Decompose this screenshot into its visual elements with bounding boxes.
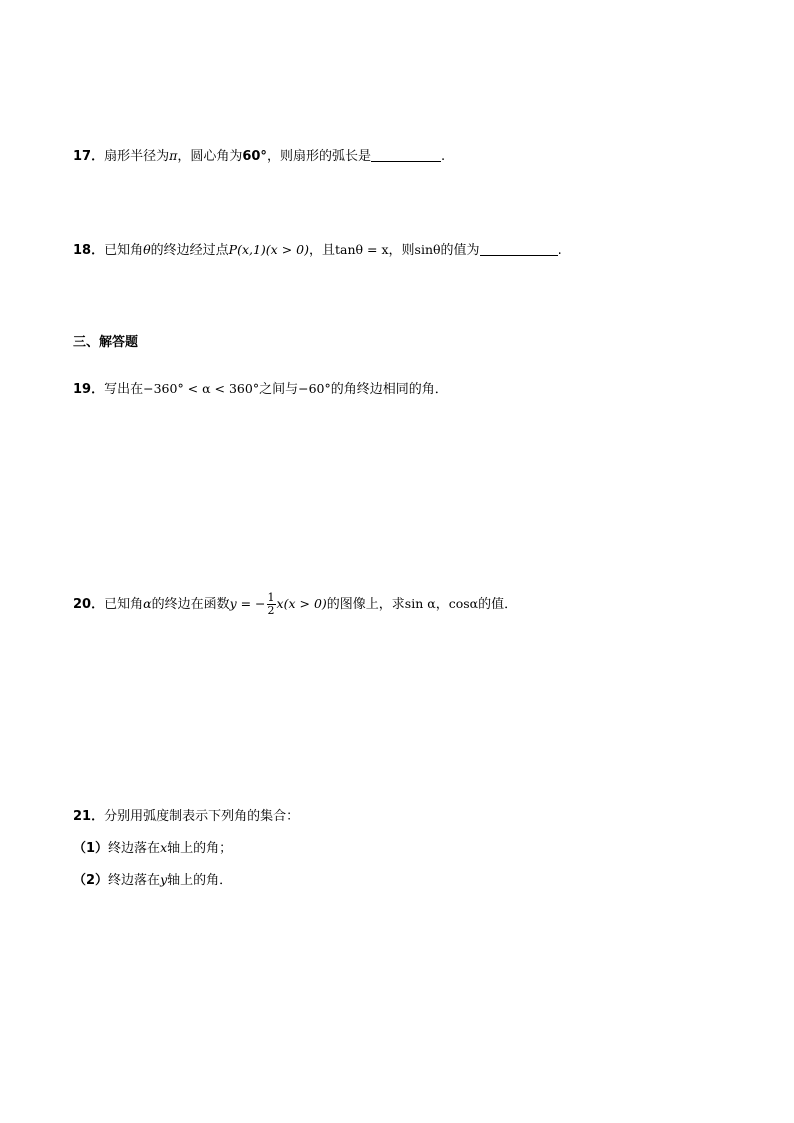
math-tan: tanθ = x	[335, 242, 389, 257]
question-end: .	[440, 149, 446, 164]
part-label: （2）	[73, 873, 109, 888]
math-point: P(x,1)(x > 0)	[228, 242, 309, 257]
fraction-denominator: 2	[267, 604, 275, 617]
question-text: ，且	[308, 243, 335, 258]
question-20	[73, 592, 517, 617]
math-sin: sinθ	[414, 242, 441, 257]
question-21-part-1	[73, 838, 232, 859]
math-function-left: y = −	[229, 596, 266, 611]
math-angle: −60°	[298, 381, 331, 396]
math-x: x	[160, 840, 168, 855]
separator: ，	[435, 597, 449, 612]
question-text: 已知角	[104, 597, 144, 612]
question-17	[73, 146, 445, 167]
fraction-numerator: 1	[267, 591, 275, 604]
answer-blank[interactable]	[371, 147, 441, 162]
question-text: 的值．	[478, 597, 518, 612]
question-21-part-2	[73, 870, 232, 891]
question-text: 之间与	[259, 382, 299, 397]
math-theta: θ	[143, 242, 151, 257]
question-19	[73, 379, 448, 400]
math-sin: sin α	[404, 596, 436, 611]
part-text: 终边落在	[108, 841, 161, 856]
math-pi: π	[169, 148, 178, 163]
part-text: 轴上的角；	[167, 841, 233, 856]
question-text: ，则扇形的弧长是	[266, 149, 371, 164]
part-label: （1）	[73, 841, 109, 856]
section-title: 三、解答题	[73, 335, 139, 350]
question-18	[73, 240, 562, 261]
math-fraction	[267, 592, 276, 617]
answer-blank[interactable]	[480, 241, 558, 256]
question-end: .	[557, 243, 562, 258]
math-function-right: x(x > 0)	[276, 596, 327, 611]
math-range: −360° < α < 360°	[143, 381, 260, 396]
question-number: 20．	[73, 597, 105, 612]
question-text: 扇形半径为	[104, 149, 170, 164]
part-text: 轴上的角．	[167, 873, 233, 888]
question-text: ，则	[388, 243, 415, 258]
question-text: 的终边在函数	[151, 597, 230, 612]
question-text: 的角终边相同的角．	[330, 382, 448, 397]
math-alpha: α	[143, 596, 152, 611]
question-text: 写出在	[104, 382, 144, 397]
question-21	[73, 807, 299, 827]
question-text: 已知角	[104, 243, 144, 258]
math-cos: cosα	[448, 596, 479, 611]
question-text: 的终边经过点	[150, 243, 229, 258]
question-text: ，圆心角为	[177, 149, 243, 164]
part-text: 终边落在	[108, 873, 161, 888]
math-degree: 60°	[242, 149, 267, 164]
question-number: 18．	[73, 243, 105, 258]
question-number: 21．	[73, 809, 105, 824]
question-text: 的图像上，求	[326, 597, 405, 612]
question-number: 17．	[73, 149, 105, 164]
question-number: 19．	[73, 382, 105, 397]
question-text: 的值为	[440, 243, 480, 258]
question-text: 分别用弧度制表示下列角的集合：	[104, 809, 300, 824]
math-y: y	[160, 872, 168, 887]
